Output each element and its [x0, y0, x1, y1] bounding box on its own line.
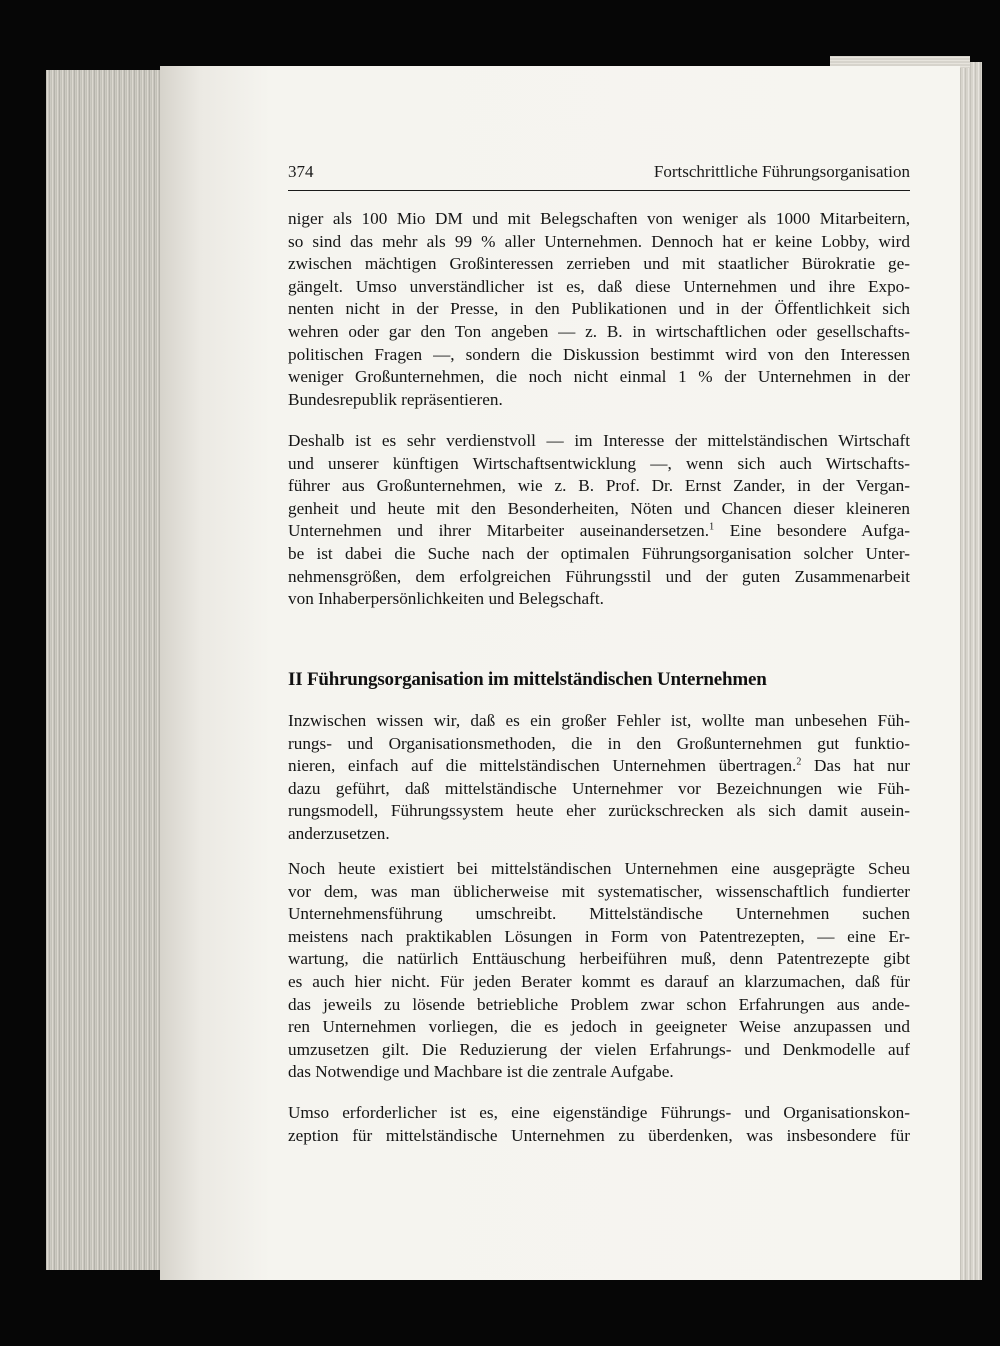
text-line: nenten nicht in der Presse, in den Publikationen und in der Öffentlichkeit sich: [288, 299, 910, 319]
text-line: Noch heute existiert bei mittelständischen Unternehmen eine ausgeprägte Scheu: [288, 859, 910, 878]
text-line: das Notwendige und Machbare ist die zentrale Aufgabe.: [288, 1062, 674, 1082]
section-heading: II Führungsorganisation im mittelständischen Unternehmen: [288, 669, 767, 690]
text-line: Bundesrepublik repräsentieren.: [288, 389, 503, 409]
text-fragment: Eine besondere Aufga-: [714, 521, 910, 541]
text-line: wartung, die natürlich Enttäuschung herbeiführen muß, denn Patentrezepte gibt: [288, 949, 910, 969]
text-line: ren Unternehmen vorliegen, die es jedoch in geeigneter Weise anzupassen und: [288, 1017, 910, 1037]
text-line-with-footnote: [288, 520, 910, 543]
text-line: be ist dabei die Suche nach der optimalen Führungsorganisation solcher Unter-: [288, 543, 910, 563]
text-line: umzusetzen gilt. Die Reduzierung der vielen Erfahrungs- und Denkmodelle auf: [288, 1039, 910, 1059]
text-fragment: Unternehmen und ihrer Mitarbeiter auseinandersetzen.: [288, 521, 710, 541]
text-line: so sind das mehr als 99 % aller Unternehmen. Dennoch hat er keine Lobby, wird: [288, 231, 910, 251]
running-header: [288, 160, 910, 191]
text-line: nehmensgrößen, dem erfolgreichen Führungsstil und der guten Zusammenarbeit: [288, 566, 910, 586]
page-number: 374: [288, 162, 314, 181]
text-fragment: nieren, einfach auf die mittelständischen Unternehmen übertragen.: [288, 756, 797, 776]
paragraph-4: [288, 858, 910, 1084]
text-line: führer aus Großunternehmen, wie z. B. Prof. Dr. Ernst Zander, in der Vergan-: [288, 476, 910, 496]
paragraph-2: [288, 430, 910, 611]
book-page-edges-left: [46, 70, 176, 1270]
text-line: anderzusetzen.: [288, 823, 390, 843]
text-line: Deshalb ist es sehr verdienstvoll — im Interesse der mittelständischen Wirtschaft: [288, 431, 910, 450]
text-line: wehren oder gar den Ton angeben — z. B. in wirtschaftlichen oder gesellschafts-: [288, 321, 910, 341]
text-line: niger als 100 Mio DM und mit Belegschaften von weniger als 1000 Mitarbeitern,: [288, 209, 910, 228]
text-line: politischen Fragen —, sondern die Diskussion bestimmt wird von den Interessen: [288, 344, 910, 364]
text-line: dazu geführt, daß mittelständische Unternehmer vor Bezeichnungen wie Füh-: [288, 778, 910, 798]
text-line-with-footnote: [288, 755, 910, 778]
text-line: weniger Großunternehmen, die noch nicht einmal 1 % der Unternehmen in der: [288, 367, 910, 387]
paragraph-5: [288, 1102, 910, 1147]
text-line: genheit und heute mit den Besonderheiten, Nöten und Chancen dieser kleineren: [288, 498, 910, 518]
text-line: das jeweils zu lösende betriebliche Problem zwar schon Erfahrungen aus ande-: [288, 994, 910, 1014]
footnote-ref: 1: [709, 521, 715, 533]
text-line: zeption für mittelständische Unternehmen zu überdenken, was insbesondere für: [288, 1125, 910, 1145]
text-line: Umso erforderlicher ist es, eine eigenständige Führungs- und Organisationskon-: [288, 1103, 910, 1122]
running-title: Fortschrittliche Führungsorganisation: [653, 162, 910, 181]
text-line: rungs- und Organisationsmethoden, die in den Großunternehmen gut funktio-: [288, 733, 910, 753]
text-line: Unternehmensführung umschreibt. Mittelständische Unternehmen suchen: [288, 904, 910, 924]
text-line: gängelt. Umso unverständlicher ist es, daß diese Unternehmen und ihre Expo-: [288, 276, 910, 296]
text-line: meistens nach praktikablen Lösungen in Form von Patentrezepten, — eine Er-: [288, 926, 910, 946]
text-line: zwischen mächtigen Großinteressen zerrieben und mit staatlicher Bürokratie ge-: [288, 254, 910, 274]
paragraph-3: [288, 710, 910, 846]
text-line: es auch hier nicht. Für jeden Berater kommt es darauf an klarzumachen, daß für: [288, 971, 910, 991]
text-fragment: Das hat nur: [801, 756, 910, 776]
text-line: Inzwischen wissen wir, daß es ein großer Fehler ist, wollte man unbesehen Füh-: [288, 711, 910, 730]
footnote-ref: 2: [796, 756, 802, 768]
text-line: vor dem, was man üblicherweise mit systematischer, wissenschaftlich fundierter: [288, 881, 910, 901]
text-line: und unserer künftigen Wirtschaftsentwicklung —, wenn sich auch Wirtschafts-: [288, 453, 910, 473]
text-line: von Inhaberpersönlichkeiten und Belegschaft.: [288, 589, 604, 609]
text-line: rungsmodell, Führungssystem heute eher zurückschrecken als sich damit ausein-: [288, 801, 910, 821]
paragraph-1: [288, 208, 910, 411]
